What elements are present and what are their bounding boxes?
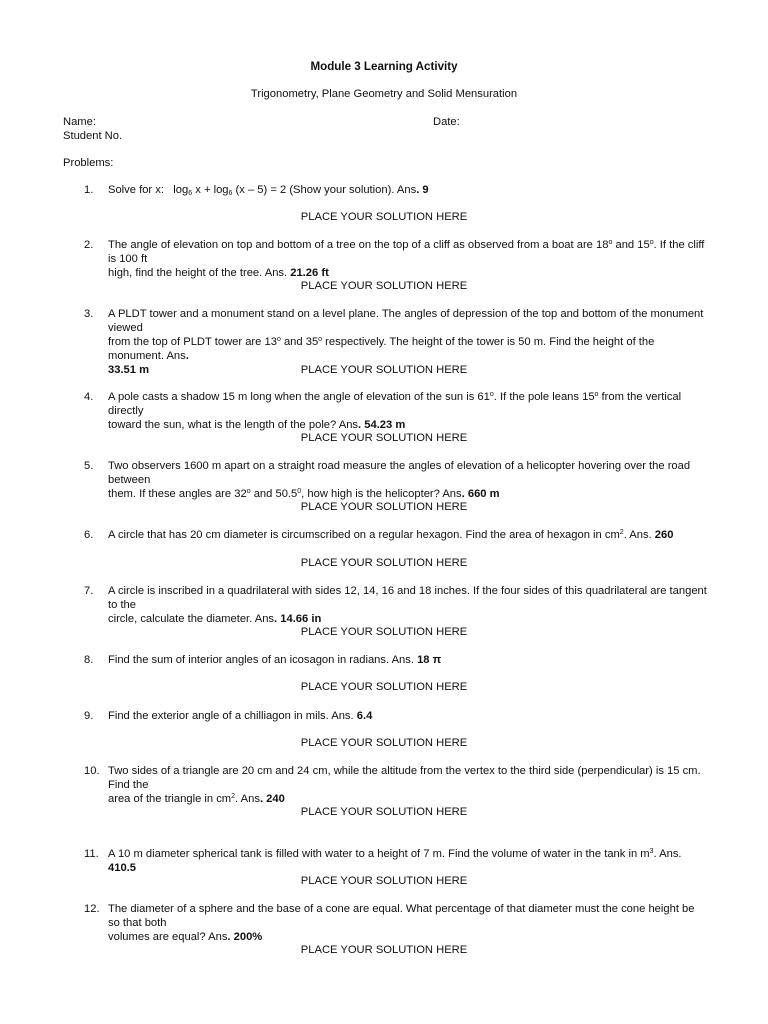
degree-mark: o xyxy=(276,336,281,343)
problem-number: 7. xyxy=(84,585,94,597)
answer-value: 18 π xyxy=(413,654,442,666)
solution-placeholder: PLACE YOUR SOLUTION HERE xyxy=(300,211,468,223)
problem-number: 12. xyxy=(84,903,100,915)
degree-mark: o xyxy=(594,391,599,398)
problem-number: 1. xyxy=(84,184,94,196)
superscript: 2 xyxy=(231,793,236,800)
problem-text-part: Find the sum of interior angles of an icosagon in radians. Ans. xyxy=(108,654,414,666)
problem-number: 3. xyxy=(84,308,94,320)
problem-number: 11. xyxy=(84,848,99,860)
problem-text-part: . Ans. xyxy=(623,529,652,541)
problem-text-part: . Ans xyxy=(235,793,260,805)
answer-value: . 14.66 in xyxy=(274,613,322,625)
problem-6-text xyxy=(108,528,708,542)
problem-text-part: and 50.5 xyxy=(250,488,298,500)
solution-placeholder: PLACE YOUR SOLUTION HERE xyxy=(300,806,468,818)
degree-mark: o xyxy=(608,239,613,246)
degree-mark: 0 xyxy=(297,488,302,495)
problem-text-part: and 35 xyxy=(280,336,319,348)
problem-10-text xyxy=(108,764,708,806)
problem-text-part: from the top of PLDT tower are 13 xyxy=(108,336,277,348)
problem-text-part: A 10 m diameter spherical tank is filled with water to a height of 7 m. Find the volume of water in the tank in m xyxy=(108,848,650,860)
problem-8-text xyxy=(108,653,708,667)
problem-2-text xyxy=(108,238,708,280)
degree-mark: o xyxy=(649,239,654,246)
log-1: log xyxy=(173,184,189,196)
page-subtitle: Trigonometry, Plane Geometry and Solid Mensuration xyxy=(250,88,518,100)
problem-text-part: . If the cliff is 100 ft xyxy=(108,239,705,265)
problem-11-text xyxy=(108,847,708,875)
answer-value: 33.51 m xyxy=(108,364,150,376)
degree-mark: o xyxy=(318,336,323,343)
page-title: Module 3 Learning Activity xyxy=(310,60,458,73)
problem-text-part: , how high is the helicopter? Ans xyxy=(301,488,462,500)
superscript: 3 xyxy=(649,848,654,855)
solution-placeholder: PLACE YOUR SOLUTION HERE xyxy=(300,737,468,749)
answer-value: . 240 xyxy=(259,793,285,805)
problem-text-part: them. If these angles are 32 xyxy=(108,488,247,500)
answer-value: . 660 m xyxy=(461,488,500,500)
answer-dot: . xyxy=(185,350,189,362)
answer-value: 21.26 ft xyxy=(287,267,329,279)
date-label: Date: xyxy=(433,116,460,128)
problem-text-part: area of the triangle in cm xyxy=(108,793,232,805)
log-base-2: 6 xyxy=(228,190,233,197)
problem-number: 2. xyxy=(84,239,94,251)
problem-4-text xyxy=(108,390,708,432)
name-label: Name: xyxy=(63,116,96,128)
solution-placeholder: PLACE YOUR SOLUTION HERE xyxy=(300,280,468,292)
problem-text-part: A PLDT tower and a monument stand on a level plane. The angles of depression of the top and bottom of the monument viewed xyxy=(108,308,704,334)
problem-text-part: circle, calculate the diameter. Ans xyxy=(108,613,275,625)
solution-placeholder: PLACE YOUR SOLUTION HERE xyxy=(300,944,468,956)
answer-value: 260 xyxy=(651,529,674,541)
problem-1-rest: (x – 5) = 2 (Show your solution). xyxy=(232,184,397,196)
problem-text-part: toward the sun, what is the length of the pole? Ans xyxy=(108,419,359,431)
solution-placeholder: PLACE YOUR SOLUTION HERE xyxy=(300,364,468,376)
problem-text-part: Find the exterior angle of a chilliagon in mils. Ans. xyxy=(108,710,354,722)
problem-text-part: A circle that has 20 cm diameter is circumscribed on a regular hexagon. Find the area of hexagon in cm xyxy=(108,529,620,541)
problem-text-part: volumes are equal? Ans xyxy=(108,931,228,943)
problem-text-part: Two observers 1600 m apart on a straight road measure the angles of elevation of a helicopter hovering over the road between xyxy=(108,460,691,486)
answer-value: . 54.23 m xyxy=(358,419,406,431)
problem-1-mid: x + log xyxy=(192,184,229,196)
problem-7-text xyxy=(108,584,708,626)
problem-5-text xyxy=(108,459,708,501)
degree-mark: o xyxy=(489,391,494,398)
solution-placeholder: PLACE YOUR SOLUTION HERE xyxy=(300,432,468,444)
problem-9-text xyxy=(108,709,708,723)
solution-placeholder: PLACE YOUR SOLUTION HERE xyxy=(300,626,468,638)
problem-number: 5. xyxy=(84,460,94,472)
answer-value: . 9 xyxy=(416,184,429,196)
answer-value: 6.4 xyxy=(353,710,373,722)
problem-text-part: high, find the height of the tree. Ans. xyxy=(108,267,288,279)
problem-text-part: respectively. The height of the tower is 50 m. Find the height of the monument. Ans xyxy=(108,336,655,362)
answer-value: 410.5 xyxy=(108,862,136,874)
problem-text-part: A pole casts a shadow 15 m long when the angle of elevation of the sun is 61 xyxy=(108,391,490,403)
degree-mark: o xyxy=(246,488,251,495)
solution-placeholder: PLACE YOUR SOLUTION HERE xyxy=(300,557,468,569)
log-base-1: 6 xyxy=(188,190,193,197)
solution-placeholder: PLACE YOUR SOLUTION HERE xyxy=(300,501,468,513)
problem-text-part: . Ans. xyxy=(653,848,682,860)
problem-1-text xyxy=(108,183,708,197)
problem-text-part: and 15 xyxy=(612,239,650,251)
problems-label: Problems: xyxy=(63,157,114,169)
problem-text-part: The angle of elevation on top and bottom of a tree on the top of a cliff as observed from a boat are 18 xyxy=(108,239,609,251)
answer-prefix: Ans xyxy=(396,184,417,196)
problem-number: 10. xyxy=(84,765,100,777)
solution-placeholder: PLACE YOUR SOLUTION HERE xyxy=(300,681,468,693)
problem-number: 8. xyxy=(84,654,94,666)
problem-number: 9. xyxy=(84,710,94,722)
problem-text-part: from the vertical directly xyxy=(108,391,682,417)
problem-text-part: . If the pole leans 15 xyxy=(493,391,595,403)
problem-12-text xyxy=(108,902,708,944)
problem-number: 4. xyxy=(84,391,94,403)
superscript: 2 xyxy=(619,529,624,536)
problem-number: 6. xyxy=(84,529,94,541)
problem-text-part: A circle is inscribed in a quadrilateral with sides 12, 14, 16 and 18 inches. If the four sides of this quadrilateral are tangent to the xyxy=(108,585,707,611)
problem-text-part: Two sides of a triangle are 20 cm and 24 cm, while the altitude from the vertex to the third side (perpendicular) is 15 cm. Find the xyxy=(108,765,701,791)
student-no-label: Student No. xyxy=(63,130,123,142)
problem-text-part: The diameter of a sphere and the base of a cone are equal. What percentage of that diameter must the cone height be so that both xyxy=(108,903,695,929)
problem-1-lead: Solve for x: xyxy=(108,184,164,196)
solution-placeholder: PLACE YOUR SOLUTION HERE xyxy=(300,875,468,887)
answer-value: . 200% xyxy=(227,931,263,943)
